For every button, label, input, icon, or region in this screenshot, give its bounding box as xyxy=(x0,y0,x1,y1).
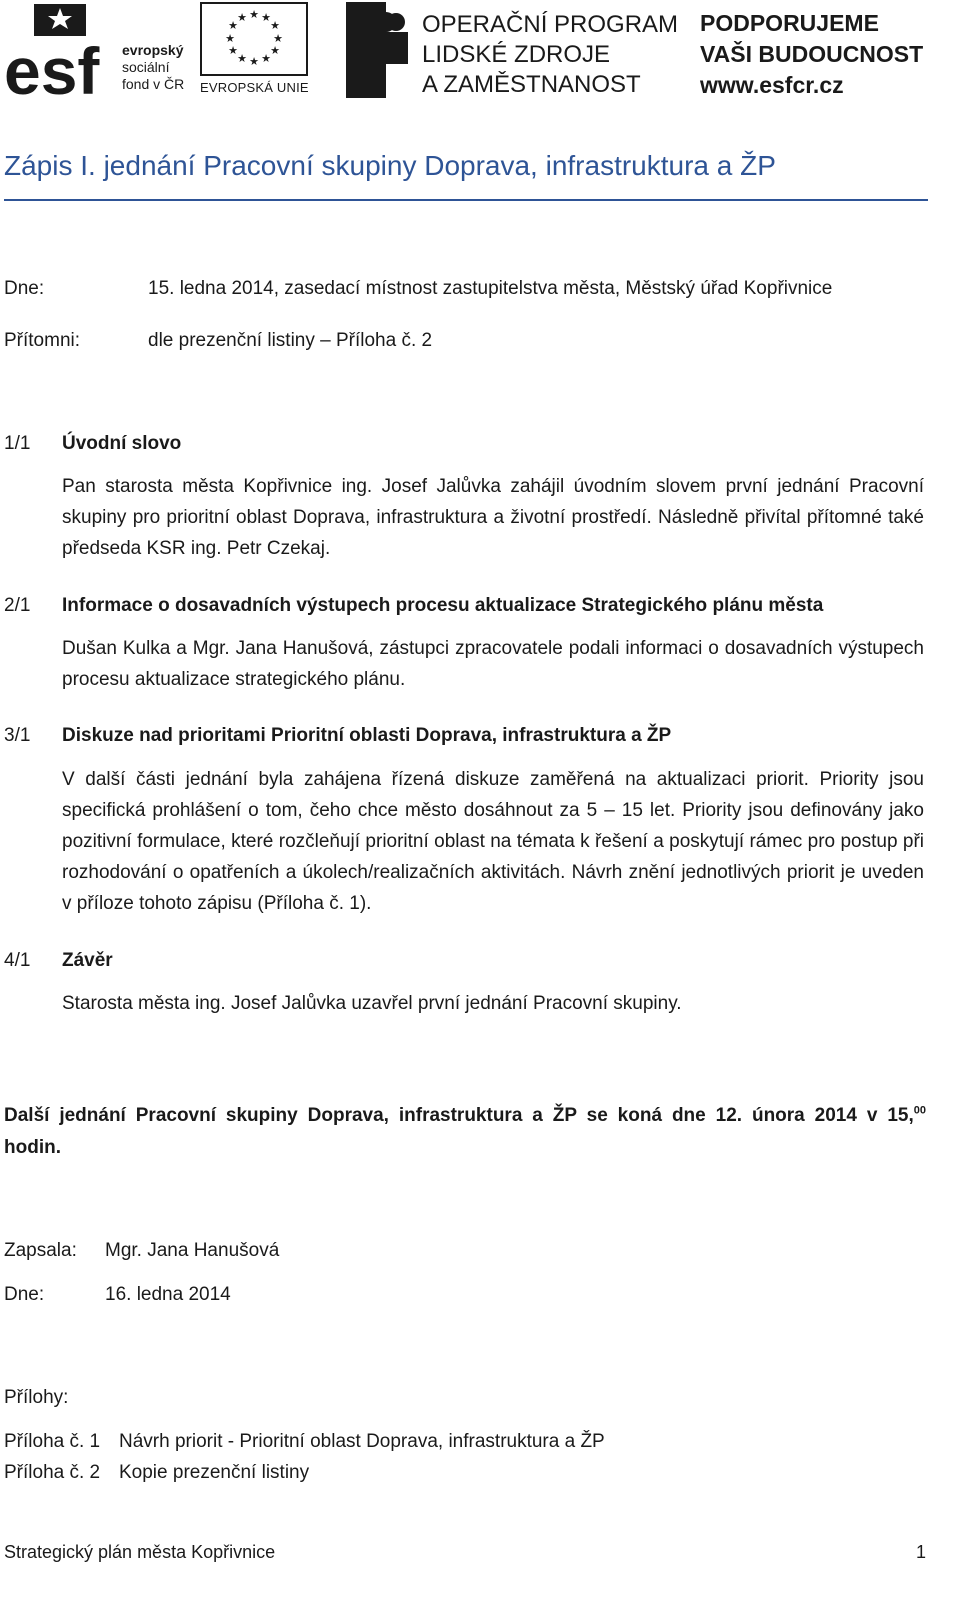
slogan-line-1: PODPORUJEME xyxy=(700,10,879,36)
eu-logo xyxy=(200,2,312,98)
svg-text:★: ★ xyxy=(228,44,238,57)
section-heading: Diskuze nad prioritami Prioritní oblasti Doprava, infrastruktura a ŽP xyxy=(62,725,672,746)
svg-text:★: ★ xyxy=(228,19,238,32)
esf-mark-text: esf xyxy=(4,34,100,98)
svg-text:★: ★ xyxy=(270,19,280,32)
section-text: Pan starosta města Kopřivnice ing. Josef Jalůvka zahájil úvodním slovem první jednání Pracovní skupiny pro prioritní oblast Doprava, infrastruktura a životní prostředí. Následně přivítal přítomné také předseda KSR ing. Petr Czekaj. xyxy=(62,476,924,559)
section-heading: Informace o dosavadních výstupech procesu aktualizace Strategického plánu města xyxy=(62,595,824,616)
logo-bar xyxy=(0,0,960,104)
esf-label xyxy=(122,42,184,93)
section-number: 2/1 xyxy=(4,595,31,616)
section-number: 1/1 xyxy=(4,433,31,454)
present-value: dle prezenční listiny – Příloha č. 2 xyxy=(148,330,433,351)
op-line-3: A ZAMĚSTNANOST xyxy=(422,71,641,98)
date-label: Dne: xyxy=(4,278,45,299)
op-line-2: LIDSKÉ ZDROJE xyxy=(422,41,611,68)
section-number: 3/1 xyxy=(4,725,31,746)
op-line-1: OPERAČNÍ PROGRAM xyxy=(422,11,679,38)
slogan-line-2: VAŠI BUDOUCNOST xyxy=(700,41,924,67)
svg-text:★: ★ xyxy=(225,32,235,45)
svg-text:★: ★ xyxy=(249,8,259,21)
esf-mark-icon xyxy=(4,2,114,98)
section-heading: Úvodní slovo xyxy=(62,433,182,454)
attachment-desc: Návrh priorit - Prioritní oblast Doprava, infrastruktura a ŽP xyxy=(119,1431,605,1452)
recorded-by-label: Zapsala: xyxy=(4,1240,77,1261)
signoff-date-value: 16. ledna 2014 xyxy=(105,1284,231,1305)
next-meeting-tail: hodin. xyxy=(4,1137,61,1158)
puzzle-icon xyxy=(346,2,408,98)
title-divider xyxy=(4,199,928,201)
attachment-ref: Příloha č. 1 xyxy=(4,1431,101,1452)
esf-line-1: evropský xyxy=(122,42,184,58)
section-text: Starosta města ing. Josef Jalůvka uzavřel první jednání Pracovní skupiny. xyxy=(62,993,682,1014)
op-logo xyxy=(346,2,686,98)
recorded-by-value: Mgr. Jana Hanušová xyxy=(105,1240,280,1261)
svg-text:★: ★ xyxy=(237,52,247,65)
svg-text:★: ★ xyxy=(270,44,280,57)
esf-line-3: fond v ČR xyxy=(122,76,185,92)
signoff-date-label: Dne: xyxy=(4,1284,45,1305)
esf-line-2: sociální xyxy=(122,59,170,75)
document-title: Zápis I. jednání Pracovní skupiny Doprava, infrastruktura a ŽP xyxy=(4,150,776,181)
section-number: 4/1 xyxy=(4,950,31,971)
next-meeting xyxy=(4,1100,926,1131)
footer-text: Strategický plán města Kopřivnice xyxy=(4,1542,276,1562)
esf-logo xyxy=(4,2,194,98)
svg-text:★: ★ xyxy=(249,55,259,68)
op-label xyxy=(422,10,678,100)
attachment-desc: Kopie prezenční listiny xyxy=(119,1462,310,1483)
attachment-ref: Příloha č. 2 xyxy=(4,1462,101,1483)
present-label: Přítomni: xyxy=(4,330,81,351)
next-meeting-minutes: 00 xyxy=(913,1104,926,1117)
eu-label: EVROPSKÁ UNIE xyxy=(200,80,309,95)
svg-text:★: ★ xyxy=(261,11,271,24)
section-text: Dušan Kulka a Mgr. Jana Hanušová, zástupci zpracovatele podali informaci o dosavadních výstupech procesu aktualizace strategického plánu. xyxy=(62,638,924,690)
section-heading: Závěr xyxy=(62,950,113,971)
svg-text:★: ★ xyxy=(237,11,247,24)
slogan-url: www.esfcr.cz xyxy=(700,72,844,98)
eu-flag-icon xyxy=(200,2,308,76)
attachments-label: Přílohy: xyxy=(4,1387,69,1408)
section-text: V další části jednání byla zahájena řízená diskuze zaměřená na aktualizaci priorit. Priority jsou specifická prohlášení o tom, čeho chce město dosáhnout za 5 – 15 let. Priority jsou definovány jako pozitivní formulace, které rozčleňují prioritní oblast na témata k řešení a poskytují rámec pro postup při rozhodování o opatřeních a úkolech/realizačních aktivitách. Návrh znění jednotlivých priorit je uveden v příloze tohoto zápisu (Příloha č. 1). xyxy=(62,769,924,914)
svg-text:★: ★ xyxy=(273,32,283,45)
slogan xyxy=(700,8,923,101)
page-number: 1 xyxy=(915,1542,926,1562)
date-value: 15. ledna 2014, zasedací místnost zastupitelstva města, Městský úřad Kopřivnice xyxy=(148,278,833,299)
next-meeting-text: Další jednání Pracovní skupiny Doprava, infrastruktura a ŽP se koná dne 12. února 2014 v 15, xyxy=(4,1105,914,1126)
svg-text:★: ★ xyxy=(261,52,271,65)
